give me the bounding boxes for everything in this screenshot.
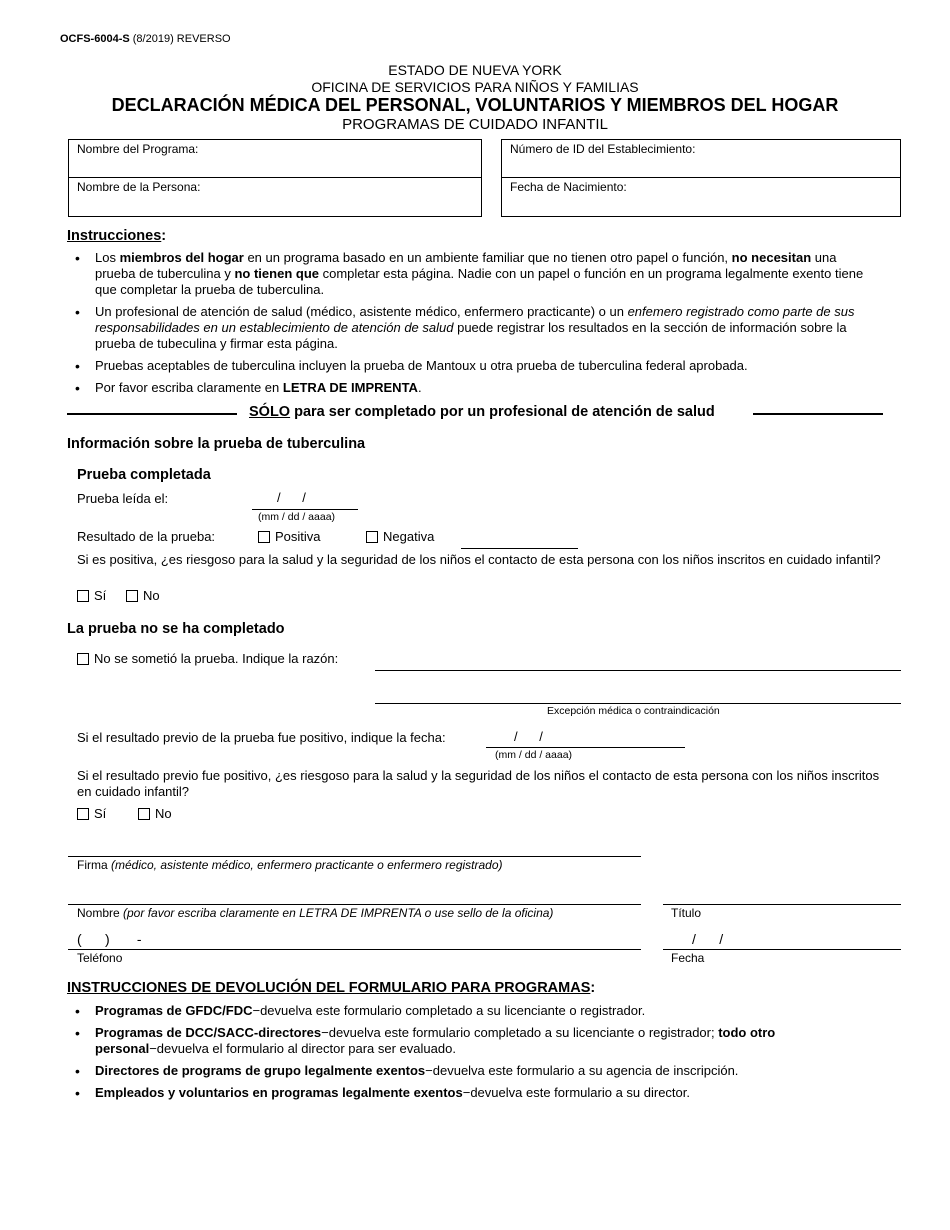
name-label: Nombre (por favor escriba claramente en LETRA DE IMPRENTA o use sello de la oficina) — [77, 906, 554, 920]
page-subtitle: PROGRAMAS DE CUIDADO INFANTIL — [342, 116, 608, 133]
sign-date-label: Fecha — [671, 951, 705, 965]
risk-no-option[interactable]: No — [126, 588, 160, 603]
prev-date-slashes: / / — [514, 729, 543, 744]
sign-date-input[interactable] — [663, 949, 901, 950]
birth-date-field[interactable] — [502, 178, 900, 216]
read-date-input[interactable] — [252, 509, 358, 510]
risk-yes-option[interactable]: Sí — [77, 588, 106, 603]
header-line1: ESTADO DE NUEVA YORK — [388, 62, 562, 78]
instructions-list — [67, 250, 877, 402]
program-name-field[interactable] — [69, 140, 481, 178]
exception-note: Excepción médica o contraindicación — [547, 705, 720, 717]
read-date-label: Prueba leída el: — [77, 491, 169, 506]
phone-label: Teléfono — [77, 951, 123, 965]
facility-id-label: Número de ID del Establecimiento: — [510, 142, 696, 156]
instruction-item: • Por favor escriba claramente en LETRA DE IMPRENTA. — [67, 380, 877, 396]
instruction-item: • Los miembros del hogar en un programa basado en un ambiente familiar que no tienen otro papel o función, no necesitan una prueba de tuberculina y no tienen que completar esta página. Nadie con un papel o función en un programa legalmente exento tiene que completar la prueba de tuberculina. — [67, 250, 877, 298]
sign-date-mask: / / — [692, 931, 724, 947]
prev-risk-yes-option[interactable]: Sí — [77, 806, 106, 821]
instructions-heading: Instrucciones: — [67, 228, 167, 244]
page-title: DECLARACIÓN MÉDICA DEL PERSONAL, VOLUNTARIOS Y MIEMBROS DEL HOGAR — [111, 95, 839, 115]
divider-line-left — [67, 413, 237, 415]
id-box-left — [68, 139, 482, 217]
instruction-item: • Un profesional de atención de salud (médico, asistente médico, enfermero practicante) o un enfemero registrado como parte de sus responsabilidades en un establecimiento de atención de salud puede registrar los resultados en la sección de información sobre la prueba de tubeculina y firmar esta página. — [67, 304, 877, 352]
return-item: • Programas de GFDC/FDC−devuelva este formulario completado a su licenciante o registrador. — [67, 1003, 857, 1019]
positive-option[interactable]: Positiva — [258, 529, 321, 544]
risk-no-checkbox[interactable] — [126, 590, 138, 602]
prev-risk-question: Si el resultado previo fue positivo, ¿es riesgoso para la salud y la seguridad de los niños el contacto de esta persona con los niños inscritos en cuidado infantil? — [77, 768, 880, 799]
form-id — [60, 33, 231, 45]
prev-positive-label: Si el resultado previo de la prueba fue positivo, indique la fecha: — [77, 730, 446, 745]
risk-yes-checkbox[interactable] — [77, 590, 89, 602]
form-code: OCFS-6004-S — [60, 33, 130, 45]
prev-date-input[interactable] — [486, 747, 685, 748]
reason-input-line-1[interactable] — [375, 670, 901, 671]
id-box-right — [501, 139, 901, 217]
phone-input[interactable] — [68, 949, 641, 950]
not-completed-title: La prueba no se ha completado — [67, 621, 285, 637]
not-taken-checkbox[interactable] — [77, 653, 89, 665]
positive-checkbox[interactable] — [258, 531, 270, 543]
read-date-slashes: / / — [277, 490, 306, 505]
risk-question: Si es positiva, ¿es riesgoso para la salud y la seguridad de los niños el contacto de esta persona con los niños inscritos en cuidado infantil? — [77, 552, 881, 567]
form-version: (8/2019) REVERSO — [132, 33, 231, 45]
return-item: • Programas de DCC/SACC-directores−devuelva este formulario completado a su licenciante o registrador; todo otro personal−devuelva el formulario al director para ser evaluado. — [67, 1025, 857, 1057]
signature-label: Firma (médico, asistente médico, enfermero practicante o enfermero registrado) — [77, 858, 503, 872]
reason-input-line-2[interactable] — [375, 703, 901, 704]
instruction-item: • Pruebas aceptables de tuberculina incluyen la prueba de Mantoux u otra prueba de tuberculina federal aprobada. — [67, 358, 877, 374]
result-label: Resultado de la prueba: — [77, 529, 216, 544]
divider-text: SÓLO para ser completado por un profesional de atención de salud — [249, 404, 715, 420]
test-completed-title: Prueba completada — [77, 467, 211, 483]
return-item: • Directores de programs de grupo legalmente exentos−devuelva este formulario a su agencia de inscripción. — [67, 1063, 857, 1079]
title-input[interactable] — [663, 904, 901, 905]
title-label: Título — [671, 906, 702, 920]
birth-date-label: Fecha de Nacimiento: — [510, 180, 627, 194]
header-line2: OFICINA DE SERVICIOS PARA NIÑOS Y FAMILIAS — [311, 79, 639, 95]
program-name-label: Nombre del Programa: — [77, 142, 199, 156]
not-taken-option[interactable]: No se sometió la prueba. Indique la razón: — [77, 651, 338, 666]
person-name-field[interactable] — [69, 178, 481, 216]
prev-risk-no-option[interactable]: No — [138, 806, 172, 821]
divider-line-right — [753, 413, 883, 415]
negative-option[interactable]: Negativa — [366, 529, 434, 544]
person-name-label: Nombre de la Persona: — [77, 180, 201, 194]
negative-checkbox[interactable] — [366, 531, 378, 543]
result-value-input[interactable] — [461, 548, 578, 549]
return-heading: INSTRUCCIONES DE DEVOLUCIÓN DEL FORMULARIO PARA PROGRAMAS: — [67, 980, 596, 996]
name-input[interactable] — [68, 904, 641, 905]
prev-risk-yes-checkbox[interactable] — [77, 808, 89, 820]
facility-id-field[interactable] — [502, 140, 900, 178]
tb-section-title: Información sobre la prueba de tuberculina — [67, 436, 366, 452]
return-list — [67, 1003, 857, 1107]
prev-date-format: (mm / dd / aaaa) — [495, 749, 573, 761]
read-date-format: (mm / dd / aaaa) — [258, 511, 336, 523]
phone-mask: ( ) - — [77, 931, 142, 947]
signature-input[interactable] — [68, 856, 641, 857]
prev-risk-no-checkbox[interactable] — [138, 808, 150, 820]
return-item: • Empleados y voluntarios en programas legalmente exentos−devuelva este formulario a su director. — [67, 1085, 857, 1101]
